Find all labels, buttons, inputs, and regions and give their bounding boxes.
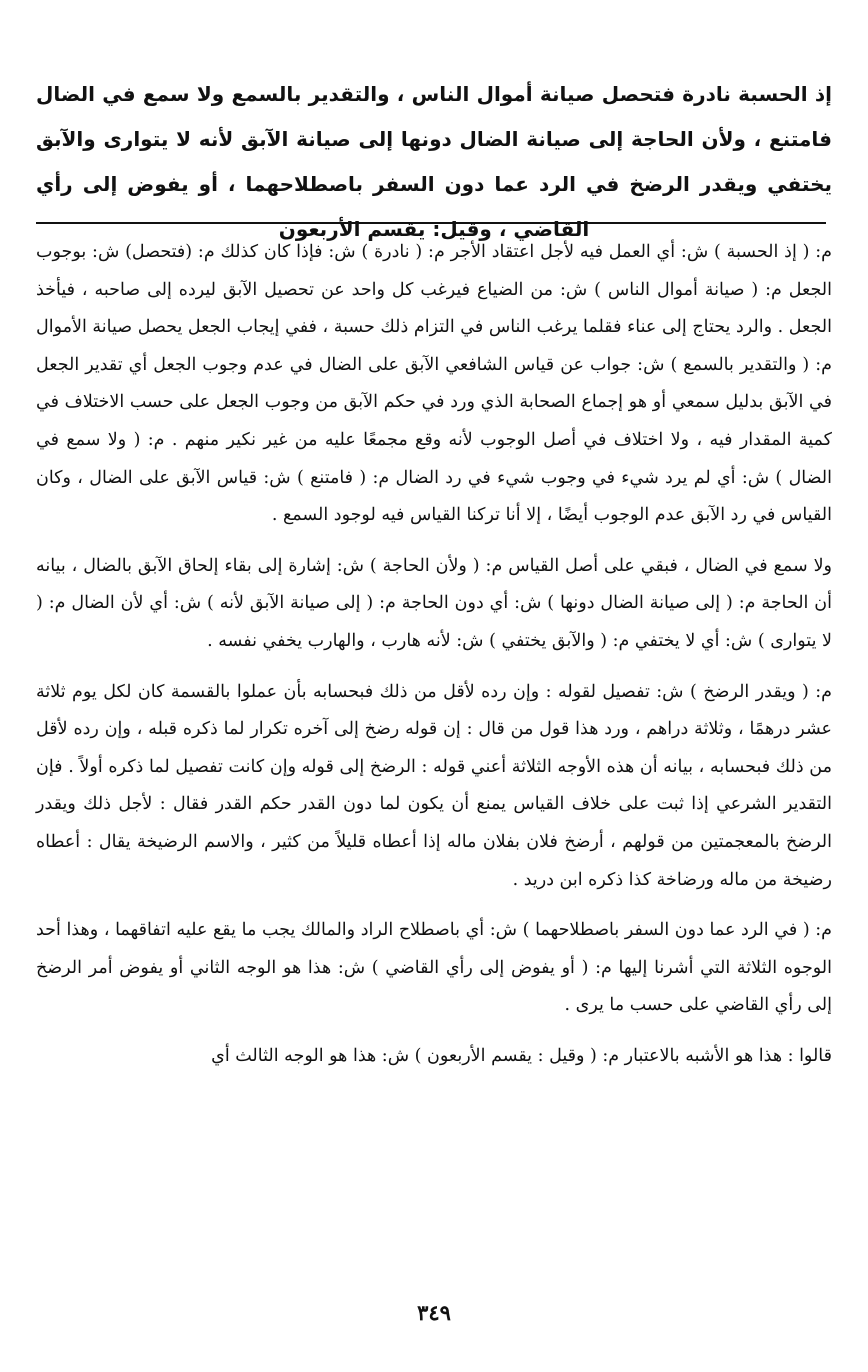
- commentary-paragraph-3: م: ( ويقدر الرضخ ) ش: تفصيل لقوله : وإن رده لأقل من ذلك فبحسابه بأن عملوا بالقسمة كان لكل يوم ثلاثة عشر درهمًا ، وثلاثة دراهم ، ورد هذا قول من قال : إن قوله رضخ إلى آخره تكرار لما ذكره قبله ، وإن رده لأقل من ذلك فبحسابه ، بيانه أن هذه الأوجه الثلاثة أعني قوله : الرضخ إلى قوله وإن كانت تفصيل لما ذكره أولاً . فإن التقدير الشرعي إذا ثبت على خلاف القياس يمنع أن يكون لما دون القدر حكم القدر فقال : لأجل ذلك ويقدر الرضخ بالمعجمتين من قولهم ، أرضخ فلان بفلان ماله إذا أعطاه قليلاً من كثير ، والاسم الرضيخة يقال : أعطاه رضيخة من ماله ورضاخة كذا ذكره ابن دريد .: [36, 681, 832, 890]
- commentary-paragraph-4: م: ( في الرد عما دون السفر باصطلاحهما ) ش: أي باصطلاح الراد والمالك يجب ما يقع عليه اتفاقهما ، وهذا أحد الوجوه الثلاثة التي أشرنا إليها م: ( أو يفوض إلى رأي القاضي ) ش: هذا هو الوجه الثاني أو يفوض أمر الرضخ إلى رأي القاضي على حسب ما يرى .: [36, 920, 832, 1016]
- commentary-paragraph-1: م: ( إذ الحسبة ) ش: أي العمل فيه لأجل اعتقاد الأجر م: ( نادرة ) ش: فإذا كان كذلك م: (فتحصل) ش: بوجوب الجعل م: ( صيانة أموال الناس ) ش: من الضياع فيرغب كل واحد عن تحصيل الآبق ليرده إلى صاحبه ، فيأخذ الجعل . والرد يحتاج إلى عناء فقلما يرغب الناس في التزام ذلك حسبة ، ففي إيجاب الجعل يحصل صيانة الأموال م: ( والتقدير بالسمع ) ش: جواب عن قياس الشافعي الآبق على الضال في عدم وجوب الجعل أي تقدير الجعل في الآبق بدليل سمعي أو هو إجماع الصحابة الذي ورد في حكم الآبق من وجوب الجعل على حسب الاختلاف في كمية المقدار فيه ، ولا اختلاف في أصل الوجوب لأنه وقع مجمعًا عليه من غير نكير منهم . م: ( ولا سمع في الضال ) ش: أي لم يرد شيء في وجوب شيء في رد الضال م: ( فامتنع ) ش: قياس الآبق على الضال ، وكان القياس في رد الآبق عدم الوجوب أيضًا ، إلا أنا تركنا القياس فيه لوجود السمع .: [36, 242, 832, 526]
- page-number: ٣٤٩: [417, 1300, 451, 1325]
- commentary: [36, 234, 832, 1075]
- commentary-paragraph-2: ولا سمع في الضال ، فبقي على أصل القياس م: ( ولأن الحاجة ) ش: إشارة إلى بقاء إلحاق الآبق بالضال ، بيانه أن الحاجة م: ( إلى صيانة الضال دونها ) ش: أي دون الحاجة م: ( إلى صيانة الآبق لأنه ) ش: أي لأن الضال م: ( لا يتوارى ) ش: أي لا يختفي م: ( والآبق يختفي ) ش: لأنه هارب ، والهارب يخفي نفسه .: [36, 555, 832, 651]
- separator-line: [36, 222, 826, 224]
- commentary-paragraph-5: قالوا : هذا هو الأشبه بالاعتبار م: ( وقيل : يقسم الأربعون ) ش: هذا هو الوجه الثالث أي: [211, 1045, 832, 1066]
- main-text: إذ الحسبة نادرة فتحصل صيانة أموال الناس ، والتقدير بالسمع ولا سمع في الضال فامتنع ، ولأن الحاجة إلى صيانة الضال دونها إلى صيانة الآبق لأنه لا يتوارى والآبق يختفي ويقدر الرضخ في الرد عما دون السفر باصطلاحهما ، أو يفوض إلى رأي القاضي ، وقيل: يقسم الأربعون: [36, 82, 832, 241]
